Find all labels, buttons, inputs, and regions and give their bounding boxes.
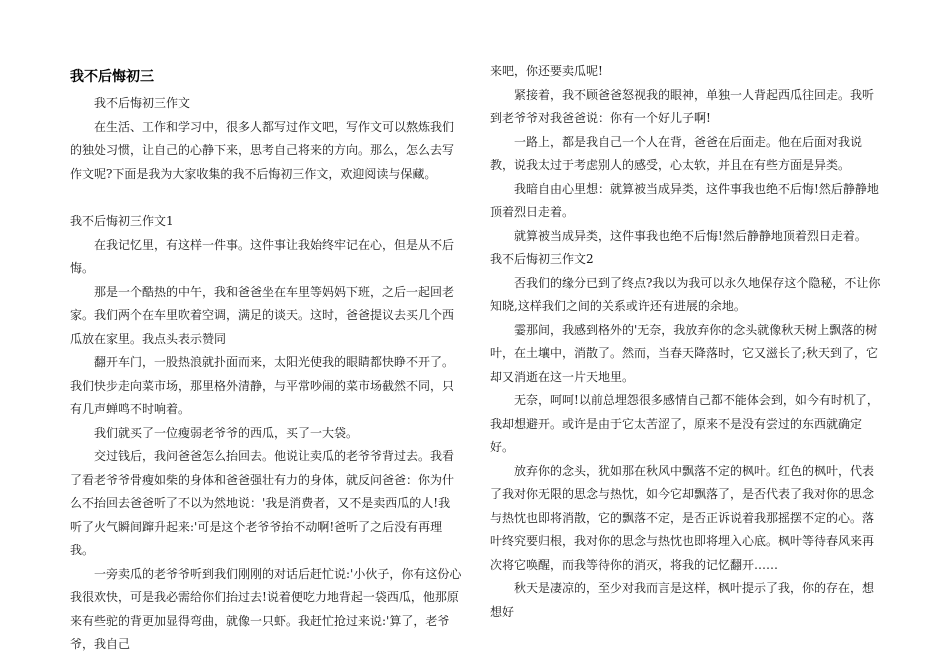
body-paragraph: 一路上，都是我自己一个人在背，爸爸在后面走。他在后面对我说教，说我太过于考虑别人的感受，心太软，并且在有些方面是异类。 xyxy=(490,134,863,172)
spacer xyxy=(70,186,462,210)
body-paragraph: 翻开车门，一股热浪就扑面而来，太阳光使我的眼睛都快睁不开了。我们快步走向菜市场，那里格外清静，与平常吵闹的菜市场截然不同，只有几声蝉鸣不时响着。 xyxy=(70,355,455,416)
right-column xyxy=(490,60,882,624)
left-column xyxy=(70,60,462,657)
body-paragraph: 那是一个酷热的中午，我和爸爸坐在车里等妈妈下班，之后一起回老家。我们两个在车里吹着空调，满足的谈天。这时，爸爸提议去买几个西瓜放在家里。我点头表示赞同 xyxy=(70,284,455,346)
body-paragraph: 交过钱后，我问爸爸怎么抬回去。他说让卖瓜的老爷爷背过去。我看了看老爷爷骨瘦如柴的身体和爸爸强壮有力的身体，就反问爸爸：你为什么不抬回去爸爸听了不以为然地说：'我是消费者，又不是卖西瓜的人!我听了火气瞬间蹿升起来:'可是这个老爷爷抬不动啊!爸听了之后没有再理我。 xyxy=(70,449,455,557)
body-paragraph: 一旁卖瓜的老爷爷听到我们刚刚的对话后赶忙说:'小伙子，你有这份心我很欢快，可是我必需给你们抬过去!说着便吃力地背起一袋西瓜，他那原来有些驼的背更加显得弯曲，就像一只虾。我赶忙抢过来说:'算了，老爷爷，我自己 xyxy=(70,566,462,651)
body-paragraph: 霎那间，我感到格外的'无奈，我放弃你的念头就像秋天树上飘落的树叶，在土壤中，消散了。然而，当春天降落时，它又滋长了;秋天到了，它却又消逝在这一片天地里。 xyxy=(490,322,879,384)
document-title: 我不后悔初三 xyxy=(70,69,154,85)
body-paragraph-continued: 来吧，你还要卖瓜呢! xyxy=(490,64,603,78)
body-paragraph: 我们就买了一位瘦弱老爷爷的西瓜，买了一大袋。 xyxy=(94,425,359,440)
section-heading-2: 我不后悔初三作文2 xyxy=(490,252,594,266)
body-paragraph: 无奈，呵呵!以前总埋怨很多感情自己都不能体会到，如今有时机了，我却想避开。或许是由于它太苦涩了，原来不是没有尝过的东西就确定好。 xyxy=(490,393,879,454)
body-paragraph: 否我们的缘分已到了终点?我以为我可以永久地保存这个隐秘，不让你知晓,这样我们之间的关系或许还有进展的余地。 xyxy=(490,275,881,313)
intro-paragraph: 在生活、工作和学习中，很多人都写过作文吧，写作文可以熬炼我们的独处习惯，让自己的心静下来，思考自己将来的方向。那么，怎么去写作文呢?下面是我为大家收集的我不后悔初三作文，欢迎阅读与保藏。 xyxy=(70,119,455,181)
document-subtitle: 我不后悔初三作文 xyxy=(94,96,191,110)
section-heading-1: 我不后悔初三作文1 xyxy=(70,214,174,228)
body-paragraph: 在我记忆里，有这样一件事。这件事让我始终牢记在心，但是从不后悔。 xyxy=(70,237,455,275)
body-paragraph: 紧接着，我不顾爸爸怒视我的眼神，单独一人背起西瓜往回走。我听到老爷爷对我爸爸说：你有一个好儿子啊! xyxy=(490,87,875,125)
body-paragraph: 放弃你的念头，犹如那在秋风中飘落不定的枫叶。红色的枫叶，代表了我对你无限的思念与热忱，如今它却飘落了，是否代表了我对你的思念与热忱也即将消散，它的飘落不定，是否正诉说着我那摇摆不定的心。落叶终究要归根，我对你的思念与热忱也即将埋入心底。枫叶等待春风来再次将它唤醒，而我等待你的消灭，将我的记忆翻开…… xyxy=(490,463,875,572)
body-paragraph: 就算被当成异类，这件事我也绝不后悔!然后静静地顶着烈日走着。 xyxy=(514,228,867,243)
body-paragraph: 我暗自由心里想：就算被当成异类，这件事我也绝不后悔!然后静静地顶着烈日走着。 xyxy=(490,181,879,219)
body-paragraph: 秋天是凄凉的，至少对我而言是这样，枫叶提示了我，你的存在，想想好 xyxy=(490,581,875,619)
